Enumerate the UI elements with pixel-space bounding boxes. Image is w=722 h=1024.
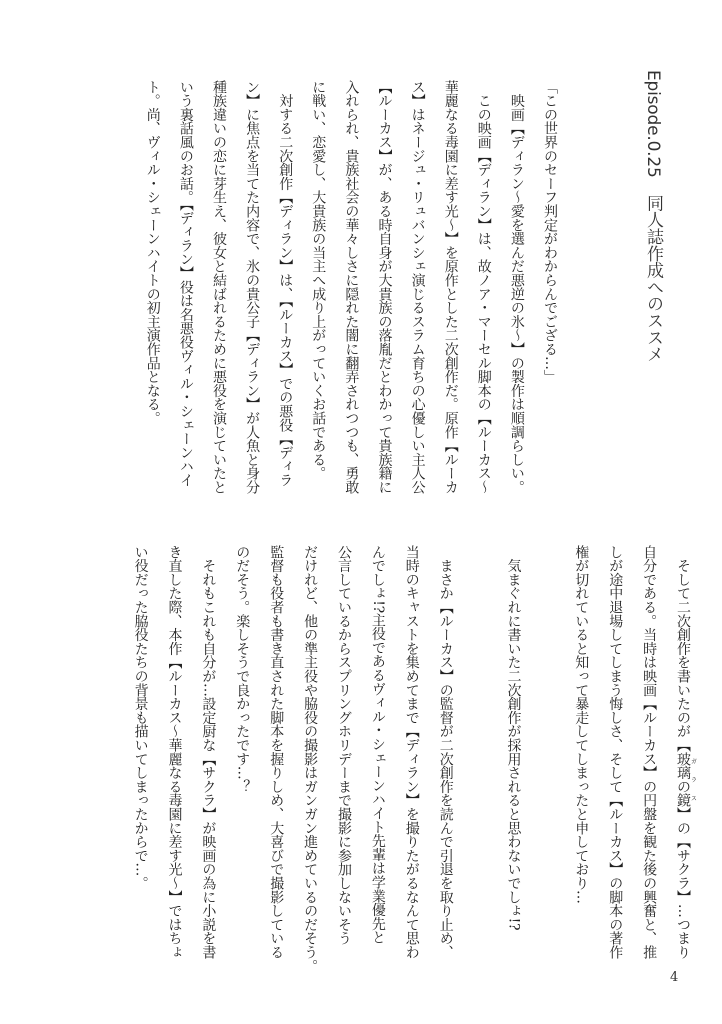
text-column: 【ルーカス】が、ある時自身が大貴族の落胤だとわかって貴族籍に [376, 80, 393, 495]
text-column: だけれど、他の準主役や脇役の撮影はガンガン進めているのだそう。 [302, 545, 319, 973]
ruby-reading: ガラス [689, 752, 697, 808]
text-column: のだそう。楽しそうで良かったです…？ [234, 545, 251, 794]
text-column: 華麗なる毒園に差す光～】を原作とした二次創作だ。原作【ルーカ [442, 80, 459, 495]
text-segment: 】の【サクラ】…つまり [675, 807, 691, 960]
text-column: 監督も役者も書き直された脚本を握りしめ、大喜びで撮影している [268, 545, 285, 960]
text-column: ン】に焦点を当てた内容で、氷の貴公子【ディラン】が人魚と身分 [244, 80, 261, 495]
text-column: 公言しているからスプリングホリデーまで撮影に参加しないそう [336, 545, 352, 946]
text-column: 当時のキャストを集めてまで【ディラン】を撮りたがるなんて思わ [403, 545, 420, 960]
text-segment: そして二次創作を書いたのが【 [675, 545, 691, 753]
text-column: い役だった脇役たちの背景も描いてしまったからで…。 [132, 545, 149, 891]
text-column: 権が切れていると知って暴走してしまったと申しており… [573, 545, 590, 904]
text-column: 気まぐれに書いた二次創作が採用されると思わないでしょ!? [505, 545, 522, 931]
text-column: ス】はネージュ・リュバンシェ演じるスラム育ちの心優しい主人公 [409, 80, 426, 495]
text-column: に戦い、恋愛し、大貴族の当主へ成り上がっていくお話である。 [310, 80, 327, 481]
chapter-title: Episode.0.25 同人誌作成へのススメ [643, 70, 663, 363]
text-column: まさか【ルーカス】の監督が二次創作を読んで引退を取り止め、 [437, 545, 454, 960]
text-column: それもこれも自分が…設定厨な【サクラ】が映画の為に小説を書 [200, 545, 217, 960]
text-column: この映画【ディラン】は、故ノア・マーセル脚本の【ルーカス～ [475, 80, 492, 495]
ruby-base: 玻璃の鏡 [675, 752, 691, 808]
text-column: 対する二次創作【ディラン】は、【ルーカス】での悪役【ディラ [277, 80, 294, 488]
text-column: いう裏話風のお話。【ディラン】役は名悪役ヴィル・シェーンハイ [177, 80, 194, 488]
text-column: 種族違いの恋に芽生え、彼女と結ばれるために悪役を演じていたと [211, 80, 227, 495]
text-column: 映画【ディラン～愛を選んだ悪逆の氷～】の製作は順調らしい。 [508, 80, 525, 495]
text-column: ト。尚、ヴィル・シェーンハイトの初主演作品となる。 [144, 80, 161, 426]
text-column: 「この世界のセーフ判定がわからんでござる…」 [542, 80, 558, 384]
text-column: しが途中退場してしまう悔しさ、そして【ルーカス】の脚本の著作 [607, 545, 624, 960]
text-column: き直した際、本作【ルーカス～華麗なる毒園に差す光～】ではちょ [166, 545, 183, 960]
text-column: 入れられ、貴族社会の華々しさに隠れた闇に翻弄されつつも、勇敢 [343, 80, 360, 495]
ruby-word [675, 752, 697, 808]
text-column [676, 545, 696, 959]
text-column: んでしょ!?主役であるヴィル・シェーンハイト先輩は学業優先と [369, 545, 386, 945]
page-number: 4 [670, 970, 679, 985]
text-column: 自分である。当時は映画【ルーカス】の円盤を観た後の興奮と、推 [641, 545, 658, 959]
